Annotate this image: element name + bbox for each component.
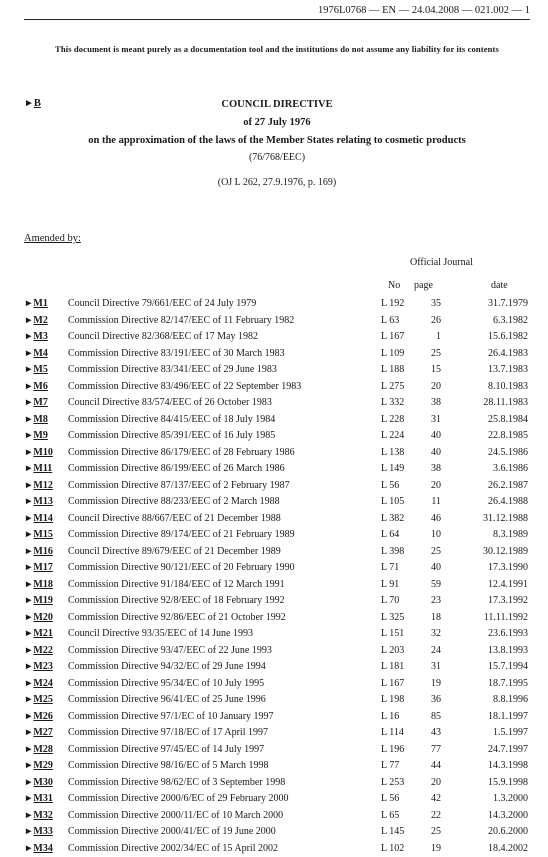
oj-date: 8.8.1996 [466,692,528,709]
amendments-table [0,296,548,857]
table-row [0,362,548,379]
triangle-marker-icon: ► [24,316,33,326]
amendment-description: Commission Directive 85/391/EEC of 16 July 1985 [68,428,275,445]
table-row [0,692,548,709]
oj-date: 11.11.1992 [466,610,528,627]
amendment-code: M29 [33,760,52,771]
triangle-marker-icon: ► [24,811,33,821]
oj-number: L 188 [381,362,404,379]
amendment-code: M21 [33,628,52,639]
amendment-marker-link[interactable] [24,593,53,610]
amendment-marker-link[interactable] [24,527,53,544]
amendment-marker-link[interactable] [24,709,53,726]
oj-page: 19 [417,676,441,693]
amendment-marker-link[interactable] [24,346,48,363]
oj-page: 38 [417,395,441,412]
amendment-code: M13 [33,496,52,507]
oj-date: 14.3.2000 [466,808,528,825]
oj-page: 10 [417,527,441,544]
triangle-marker-icon: ► [24,299,33,309]
amendment-code: M25 [33,694,52,705]
triangle-marker-icon: ► [24,349,33,359]
amendment-code: M5 [33,364,47,375]
oj-number: L 91 [381,577,399,594]
oj-page: 24 [417,643,441,660]
amendment-marker-link[interactable] [24,395,48,412]
amendment-marker-link[interactable] [24,428,48,445]
oj-date: 17.3.1992 [466,593,528,610]
triangle-marker-icon: ► [24,481,33,491]
oj-page: 31 [417,659,441,676]
oj-number: L 181 [381,659,404,676]
amendment-marker-link[interactable] [24,362,48,379]
oj-page: 19 [417,841,441,857]
table-row [0,428,548,445]
oj-date: 8.3.1989 [466,527,528,544]
triangle-marker-icon: ► [24,761,33,771]
triangle-marker-icon: ► [24,497,33,507]
table-row [0,593,548,610]
oj-number: L 71 [381,560,399,577]
table-row [0,808,548,825]
amendment-description: Commission Directive 98/62/EC of 3 September 1998 [68,775,285,792]
amendment-code: M30 [33,777,52,788]
oj-date: 26.2.1987 [466,478,528,495]
triangle-marker-icon: ► [24,98,34,109]
oj-date: 13.7.1983 [466,362,528,379]
oj-page: 15 [417,362,441,379]
oj-date: 25.8.1984 [466,412,528,429]
amendment-marker-link[interactable] [24,626,53,643]
amendment-marker-link[interactable] [24,313,48,330]
amendment-marker-link[interactable] [24,560,53,577]
oj-number: L 253 [381,775,404,792]
amendment-marker-link[interactable] [24,791,53,808]
amendment-marker-link[interactable] [24,494,53,511]
amendment-description: Council Directive 82/368/EEC of 17 May 1982 [68,329,258,346]
oj-number: L 56 [381,478,399,495]
oj-date: 20.6.2000 [466,824,528,841]
oj-page: 44 [417,758,441,775]
table-row [0,544,548,561]
oj-number: L 228 [381,412,404,429]
amendment-description: Council Directive 89/679/EEC of 21 December 1989 [68,544,281,561]
amendment-description: Commission Directive 90/121/EEC of 20 February 1990 [68,560,295,577]
amendment-description: Commission Directive 95/34/EC of 10 July 1995 [68,676,264,693]
oj-number: L 196 [381,742,404,759]
oj-date: 18.7.1995 [466,676,528,693]
triangle-marker-icon: ► [24,415,33,425]
amendment-description: Commission Directive 97/18/EC of 17 April 1997 [68,725,268,742]
amendment-marker-link[interactable] [24,329,48,346]
oj-page: 36 [417,692,441,709]
table-row [0,296,548,313]
amendment-code: M16 [33,546,52,557]
oj-page: 20 [417,775,441,792]
amendment-marker-link[interactable] [24,445,53,462]
amendment-code: M33 [33,826,52,837]
amendment-code: M6 [33,381,47,392]
table-row [0,445,548,462]
triangle-marker-icon: ► [24,662,33,672]
amendment-code: M18 [33,579,52,590]
triangle-marker-icon: ► [24,365,33,375]
oj-page: 46 [417,511,441,528]
triangle-marker-icon: ► [24,547,33,557]
amendment-marker-link[interactable] [24,379,48,396]
triangle-marker-icon: ► [24,464,33,474]
triangle-marker-icon: ► [24,514,33,524]
amendment-code: M31 [33,793,52,804]
amendment-marker-link[interactable] [24,544,53,561]
oj-number: L 105 [381,494,404,511]
oj-number: L 151 [381,626,404,643]
table-row [0,659,548,676]
amendment-description: Commission Directive 89/174/EEC of 21 February 1989 [68,527,295,544]
oj-number: L 149 [381,461,404,478]
oj-page: 40 [417,560,441,577]
oj-number: L 398 [381,544,404,561]
amendment-code: M20 [33,612,52,623]
column-header-date: date [491,280,508,291]
amendment-description: Commission Directive 2002/34/EC of 15 April 2002 [68,841,278,857]
amendment-description: Commission Directive 83/496/EEC of 22 September 1983 [68,379,301,396]
amendment-code: M4 [33,348,47,359]
triangle-marker-icon: ► [24,844,33,854]
oj-page: 85 [417,709,441,726]
amendment-description: Commission Directive 91/184/EEC of 12 March 1991 [68,577,285,594]
column-header-no: No [388,280,400,291]
amendment-marker-link[interactable] [24,676,53,693]
oj-date: 6.3.1982 [466,313,528,330]
oj-page: 20 [417,478,441,495]
amendment-code: M1 [33,298,47,309]
triangle-marker-icon: ► [24,712,33,722]
amendment-code: M32 [33,810,52,821]
amendment-description: Commission Directive 93/47/EEC of 22 June 1993 [68,643,272,660]
table-row [0,379,548,396]
oj-page: 26 [417,313,441,330]
amendment-marker-link[interactable] [24,692,53,709]
table-row [0,346,548,363]
table-row [0,824,548,841]
table-row [0,775,548,792]
oj-number: L 138 [381,445,404,462]
table-row [0,478,548,495]
oj-page: 40 [417,428,441,445]
official-journal-heading: Official Journal [410,257,473,268]
amendment-description: Commission Directive 84/415/EEC of 18 July 1984 [68,412,275,429]
oj-number: L 65 [381,808,399,825]
amendment-description: Commission Directive 83/341/EEC of 29 June 1983 [68,362,277,379]
amendment-marker-link[interactable] [24,824,53,841]
amendment-description: Council Directive 88/667/EEC of 21 December 1988 [68,511,281,528]
table-row [0,725,548,742]
oj-page: 43 [417,725,441,742]
oj-page: 38 [417,461,441,478]
table-row [0,494,548,511]
table-row [0,709,548,726]
amendment-description: Council Directive 93/35/EEC of 14 June 1993 [68,626,253,643]
amendment-code: M14 [33,513,52,524]
oj-date: 14.3.1998 [466,758,528,775]
oj-date: 12.4.1991 [466,577,528,594]
amendment-marker-link[interactable] [24,610,53,627]
oj-number: L 167 [381,676,404,693]
amendment-code: M8 [33,414,47,425]
amendment-marker-link[interactable] [24,478,53,495]
amendment-marker-link[interactable] [24,461,52,478]
triangle-marker-icon: ► [24,613,33,623]
amendment-marker-link[interactable] [24,643,53,660]
oj-number: L 16 [381,709,399,726]
amendment-description: Commission Directive 2000/41/EC of 19 June 2000 [68,824,276,841]
triangle-marker-icon: ► [24,745,33,755]
oj-number: L 224 [381,428,404,445]
oj-page: 42 [417,791,441,808]
oj-page: 1 [417,329,441,346]
oj-page: 18 [417,610,441,627]
oj-date: 15.6.1982 [466,329,528,346]
amendment-marker-link[interactable] [24,775,53,792]
oj-date: 18.1.1997 [466,709,528,726]
oj-date: 24.5.1986 [466,445,528,462]
amendment-description: Commission Directive 82/147/EEC of 11 February 1982 [68,313,294,330]
table-row [0,577,548,594]
oj-page: 23 [417,593,441,610]
table-row [0,626,548,643]
amendment-description: Commission Directive 96/41/EC of 25 June 1996 [68,692,266,709]
table-row [0,313,548,330]
amendment-code: M23 [33,661,52,672]
triangle-marker-icon: ► [24,778,33,788]
triangle-marker-icon: ► [24,563,33,573]
oj-date: 28.11.1983 [466,395,528,412]
amendment-marker-link[interactable] [24,742,53,759]
amendment-description: Commission Directive 92/86/EEC of 21 October 1992 [68,610,286,627]
oj-page: 35 [417,296,441,313]
triangle-marker-icon: ► [24,580,33,590]
oj-page: 20 [417,379,441,396]
amendment-marker-link[interactable] [24,808,53,825]
amendment-code: M11 [33,463,52,474]
triangle-marker-icon: ► [24,629,33,639]
amendment-code: M7 [33,397,47,408]
oj-date: 17.3.1990 [466,560,528,577]
amendment-code: M3 [33,331,47,342]
base-act-label: B [34,98,41,109]
document-reference-header: 1976L0768 — EN — 24.04.2008 — 021.002 — 1 [24,5,530,20]
amendment-description: Commission Directive 83/191/EEC of 30 March 1983 [68,346,285,363]
amendment-code: M2 [33,315,47,326]
amendment-code: M10 [33,447,52,458]
amendment-marker-link[interactable] [24,511,53,528]
oj-date: 1.3.2000 [466,791,528,808]
oj-date: 26.4.1983 [466,346,528,363]
oj-page: 40 [417,445,441,462]
oj-date: 15.7.1994 [466,659,528,676]
amendment-marker-link[interactable] [24,659,53,676]
amendment-code: M9 [33,430,47,441]
oj-number: L 167 [381,329,404,346]
amendment-description: Commission Directive 92/8/EEC of 18 February 1992 [68,593,285,610]
oj-page: 77 [417,742,441,759]
amendment-description: Council Directive 79/661/EEC of 24 July 1979 [68,296,256,313]
table-row [0,758,548,775]
oj-page: 59 [417,577,441,594]
oj-number: L 102 [381,841,404,857]
triangle-marker-icon: ► [24,530,33,540]
triangle-marker-icon: ► [24,596,33,606]
document-date: of 27 July 1976 [24,112,530,134]
amendment-description: Commission Directive 2000/11/EC of 10 March 2000 [68,808,283,825]
amendment-code: M24 [33,678,52,689]
oj-number: L 332 [381,395,404,412]
table-row [0,643,548,660]
oj-date: 18.4.2002 [466,841,528,857]
oj-number: L 145 [381,824,404,841]
table-row [0,329,548,346]
column-header-page: page [414,280,433,291]
title-block [24,98,530,194]
table-row [0,527,548,544]
oj-date: 26.4.1988 [466,494,528,511]
document-number: (76/768/EEC) [24,148,530,168]
oj-number: L 109 [381,346,404,363]
oj-reference: (OJ L 262, 27.9.1976, p. 169) [24,172,530,194]
table-row [0,395,548,412]
liability-disclaimer: This document is meant purely as a documentation tool and the institutions do not assume any liability for its contents [24,44,530,54]
table-row [0,412,548,429]
triangle-marker-icon: ► [24,679,33,689]
oj-date: 23.6.1993 [466,626,528,643]
triangle-marker-icon: ► [24,398,33,408]
oj-page: 25 [417,544,441,561]
document-type: COUNCIL DIRECTIVE [24,98,530,112]
amendment-code: M17 [33,562,52,573]
triangle-marker-icon: ► [24,382,33,392]
amendment-code: M22 [33,645,52,656]
triangle-marker-icon: ► [24,448,33,458]
amendment-description: Commission Directive 2000/6/EC of 29 February 2000 [68,791,289,808]
amendment-marker-link[interactable] [24,577,53,594]
amendment-code: M34 [33,843,52,854]
oj-date: 24.7.1997 [466,742,528,759]
oj-number: L 325 [381,610,404,627]
amendment-description: Commission Directive 87/137/EEC of 2 February 1987 [68,478,290,495]
oj-number: L 275 [381,379,404,396]
triangle-marker-icon: ► [24,794,33,804]
table-row [0,841,548,857]
amendment-marker-link[interactable] [24,841,53,857]
amendment-marker-link[interactable] [24,412,48,429]
oj-number: L 382 [381,511,404,528]
amendment-description: Commission Directive 88/233/EEC of 2 March 1988 [68,494,280,511]
oj-date: 15.9.1998 [466,775,528,792]
oj-number: L 203 [381,643,404,660]
amendment-marker-link[interactable] [24,296,48,313]
table-row [0,791,548,808]
oj-number: L 192 [381,296,404,313]
oj-date: 30.12.1989 [466,544,528,561]
amendment-code: M19 [33,595,52,606]
amended-by-heading: Amended by: [24,233,81,244]
amendment-description: Commission Directive 97/1/EC of 10 January 1997 [68,709,274,726]
oj-date: 31.7.1979 [466,296,528,313]
oj-date: 3.6.1986 [466,461,528,478]
oj-date: 8.10.1983 [466,379,528,396]
table-row [0,461,548,478]
oj-number: L 63 [381,313,399,330]
triangle-marker-icon: ► [24,728,33,738]
amendment-code: M15 [33,529,52,540]
oj-number: L 114 [381,725,404,742]
triangle-marker-icon: ► [24,646,33,656]
table-row [0,560,548,577]
oj-page: 22 [417,808,441,825]
oj-page: 11 [417,494,441,511]
oj-date: 22.8.1985 [466,428,528,445]
triangle-marker-icon: ► [24,332,33,342]
oj-page: 32 [417,626,441,643]
oj-date: 13.8.1993 [466,643,528,660]
oj-page: 31 [417,412,441,429]
amendment-marker-link[interactable] [24,725,53,742]
amendment-code: M28 [33,744,52,755]
table-row [0,511,548,528]
oj-number: L 77 [381,758,399,775]
document-subject: on the approximation of the laws of the Member States relating to cosmetic products [24,134,530,148]
oj-page: 25 [417,824,441,841]
triangle-marker-icon: ► [24,827,33,837]
amendment-code: M26 [33,711,52,722]
amendment-code: M12 [33,480,52,491]
oj-number: L 70 [381,593,399,610]
amendment-description: Commission Directive 86/199/EEC of 26 March 1986 [68,461,285,478]
triangle-marker-icon: ► [24,695,33,705]
amendment-description: Commission Directive 97/45/EC of 14 July 1997 [68,742,264,759]
oj-date: 1.5.1997 [466,725,528,742]
oj-page: 25 [417,346,441,363]
amendment-description: Commission Directive 98/16/EC of 5 March 1998 [68,758,269,775]
amendment-code: M27 [33,727,52,738]
table-row [0,676,548,693]
oj-number: L 198 [381,692,404,709]
oj-date: 31.12.1988 [466,511,528,528]
amendment-description: Commission Directive 94/32/EC of 29 June 1994 [68,659,266,676]
amendment-marker-link[interactable] [24,758,53,775]
amendment-description: Commission Directive 86/179/EEC of 28 February 1986 [68,445,295,462]
table-row [0,742,548,759]
triangle-marker-icon: ► [24,431,33,441]
amendment-description: Council Directive 83/574/EEC of 26 October 1983 [68,395,272,412]
oj-number: L 64 [381,527,399,544]
oj-number: L 56 [381,791,399,808]
table-row [0,610,548,627]
